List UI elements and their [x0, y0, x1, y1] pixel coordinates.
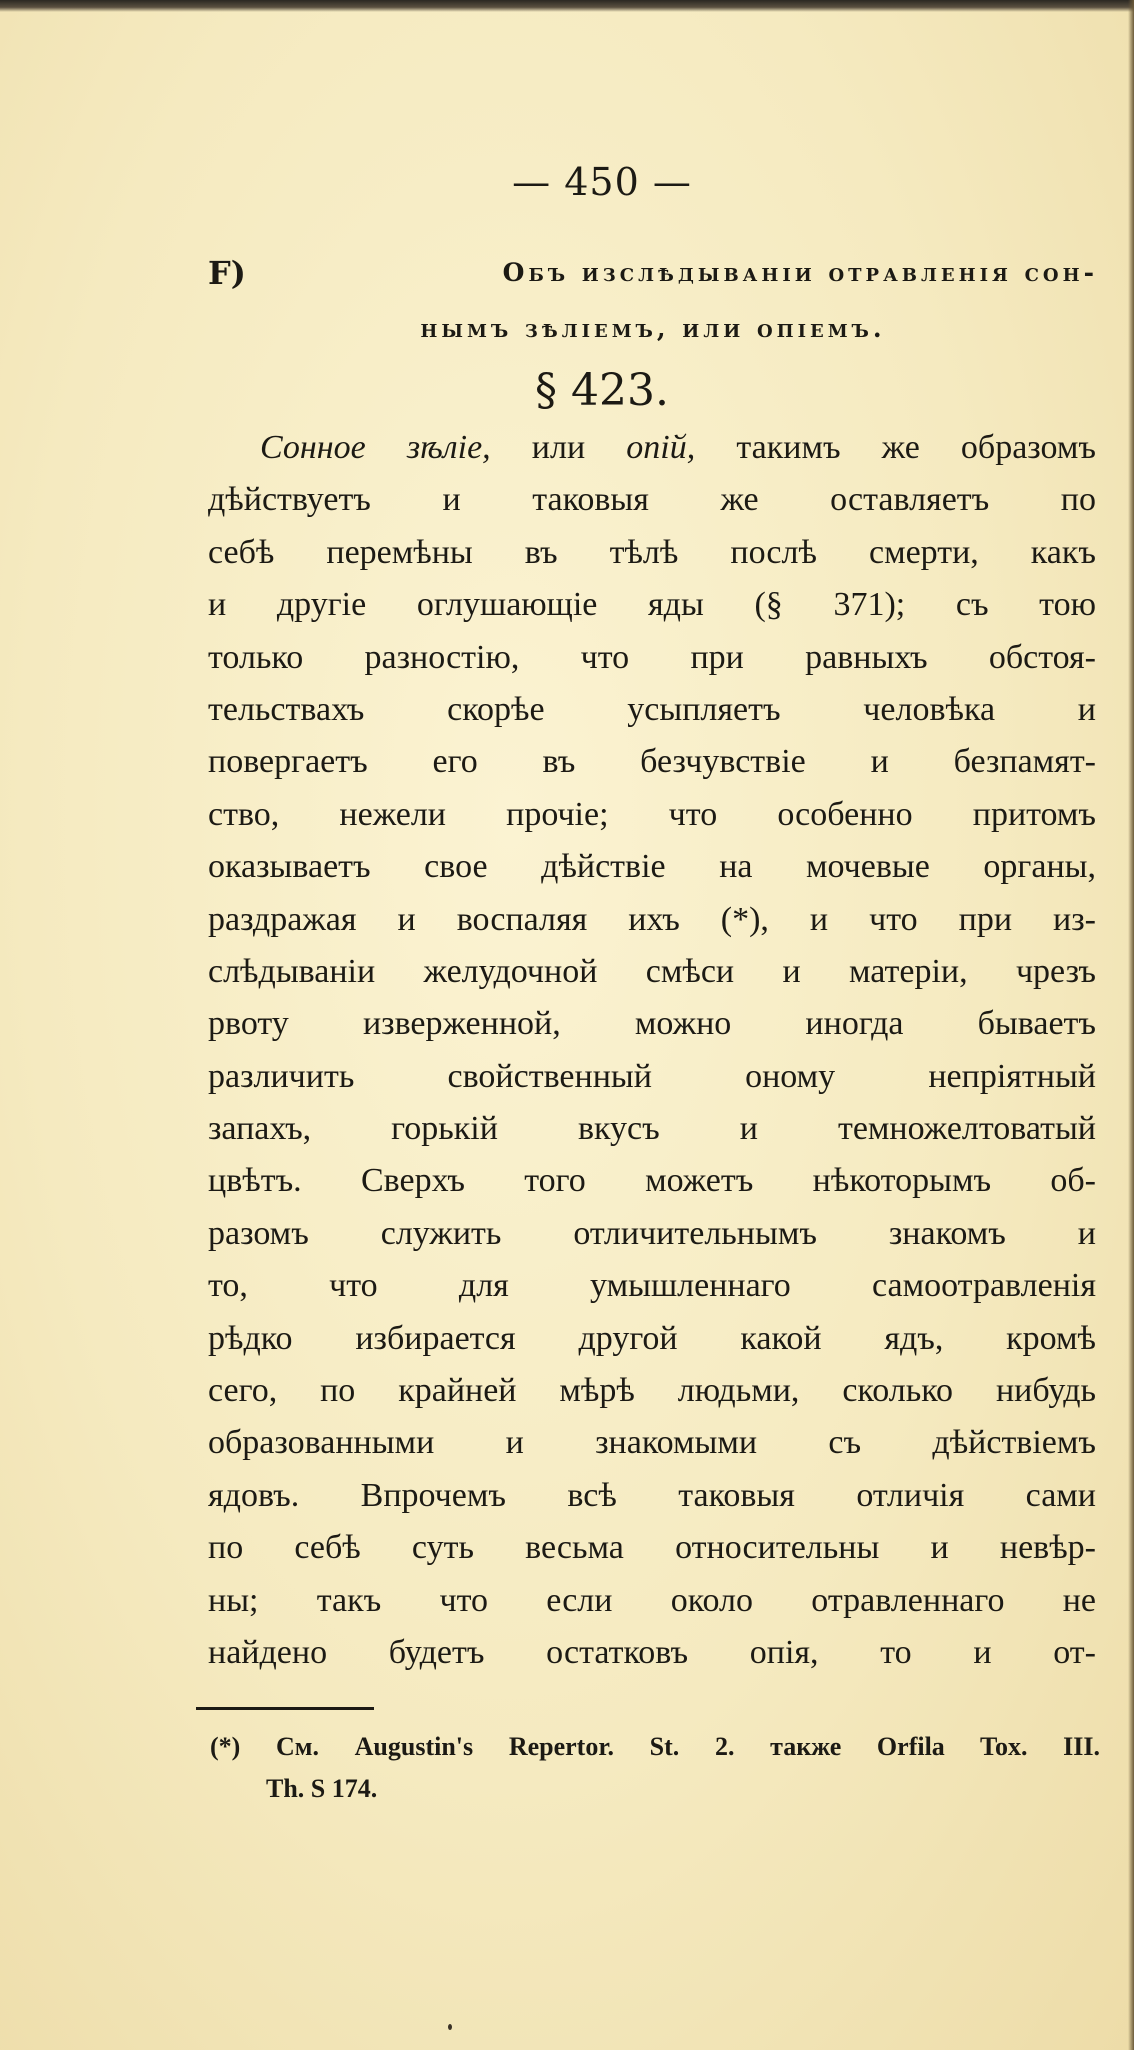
body-line: различить свойственный оному непріятный: [208, 1057, 1096, 1095]
body-line: слѣдываніи желудочной смѣси и матеріи, чрезъ: [208, 952, 1096, 990]
footnote: [210, 1726, 1100, 1810]
body-line: только разностію, что при равныхъ обстоя-: [208, 638, 1096, 676]
section-heading-line-1: [208, 245, 1098, 301]
body-line: ны; такъ что если около отравленнаго не: [208, 1581, 1096, 1619]
body-line: запахъ, горькій вкусъ и темножелтоватый: [208, 1110, 1096, 1148]
body-line-first-part: или: [490, 429, 627, 466]
footnote-divider: [196, 1707, 374, 1710]
body-line: оказываетъ свое дѣйствіе на мочевые органы,: [208, 848, 1096, 886]
body-line: раздражая и воспаляя ихъ (*), и что при из-: [208, 900, 1096, 938]
footnote-line-1: (*) См. Augustin's Repertor. St. 2. также Orfila Tox. III.: [210, 1732, 1100, 1761]
body-line: повергаетъ его въ безчувствіе и безпамят-: [208, 743, 1096, 781]
body-line: себѣ перемѣны въ тѣлѣ послѣ смерти, какъ: [208, 533, 1096, 571]
section-heading-line-2: нымъ зѣліемъ, или опіемъ.: [420, 314, 886, 343]
body-text: [208, 422, 1096, 1679]
body-line: рѣдко избирается другой какой ядъ, кромѣ: [208, 1319, 1096, 1357]
body-line: по себѣ суть весьма относительны и невѣр-: [208, 1529, 1096, 1567]
section-marker: F): [208, 254, 246, 292]
body-line-first-rest: такимъ же образомъ: [695, 429, 1096, 466]
paragraph-number: § 423.: [535, 365, 669, 416]
body-line: и другіе оглушающіе яды (§ 371); съ тою: [208, 586, 1096, 624]
body-line: ядовъ. Впрочемъ всѣ таковыя отличія сами: [208, 1476, 1096, 1514]
term-opiy: опій,: [626, 429, 696, 466]
term-sonnoe-zelie: Сонное зѣліе,: [260, 429, 491, 466]
footnote-line-2: Th. S 174.: [266, 1774, 378, 1803]
ink-speck: [448, 2024, 452, 2030]
body-line-first: [208, 422, 1096, 474]
body-line: найдено будетъ остатковъ опія, то и от-: [208, 1633, 1096, 1671]
page-top-edge: [0, 0, 1134, 12]
page-right-edge: [1128, 0, 1134, 2050]
body-line: образованными и знакомыми съ дѣйствіемъ: [208, 1424, 1096, 1462]
body-line: то, что для умышленнаго самоотравленія: [208, 1267, 1096, 1305]
body-line: ство, нежели прочіе; что особенно притомъ: [208, 795, 1096, 833]
body-line: цвѣтъ. Сверхъ того можетъ нѣкоторымъ об-: [208, 1162, 1096, 1200]
section-heading: [208, 245, 1098, 357]
body-line: рвоту изверженной, можно иногда бываетъ: [208, 1005, 1096, 1043]
body-line: тельствахъ скорѣе усыпляетъ человѣка и: [208, 690, 1096, 728]
body-line: дѣйствуетъ и таковыя же оставляетъ по: [208, 481, 1096, 519]
page-number: — 450 —: [512, 160, 692, 204]
section-heading-text-1: Объ изслѣдываніи отравленія сон-: [502, 258, 1098, 287]
body-line: сего, по крайней мѣрѣ людьми, сколько нибудь: [208, 1372, 1096, 1410]
body-line: разомъ служить отличительнымъ знакомъ и: [208, 1214, 1096, 1252]
